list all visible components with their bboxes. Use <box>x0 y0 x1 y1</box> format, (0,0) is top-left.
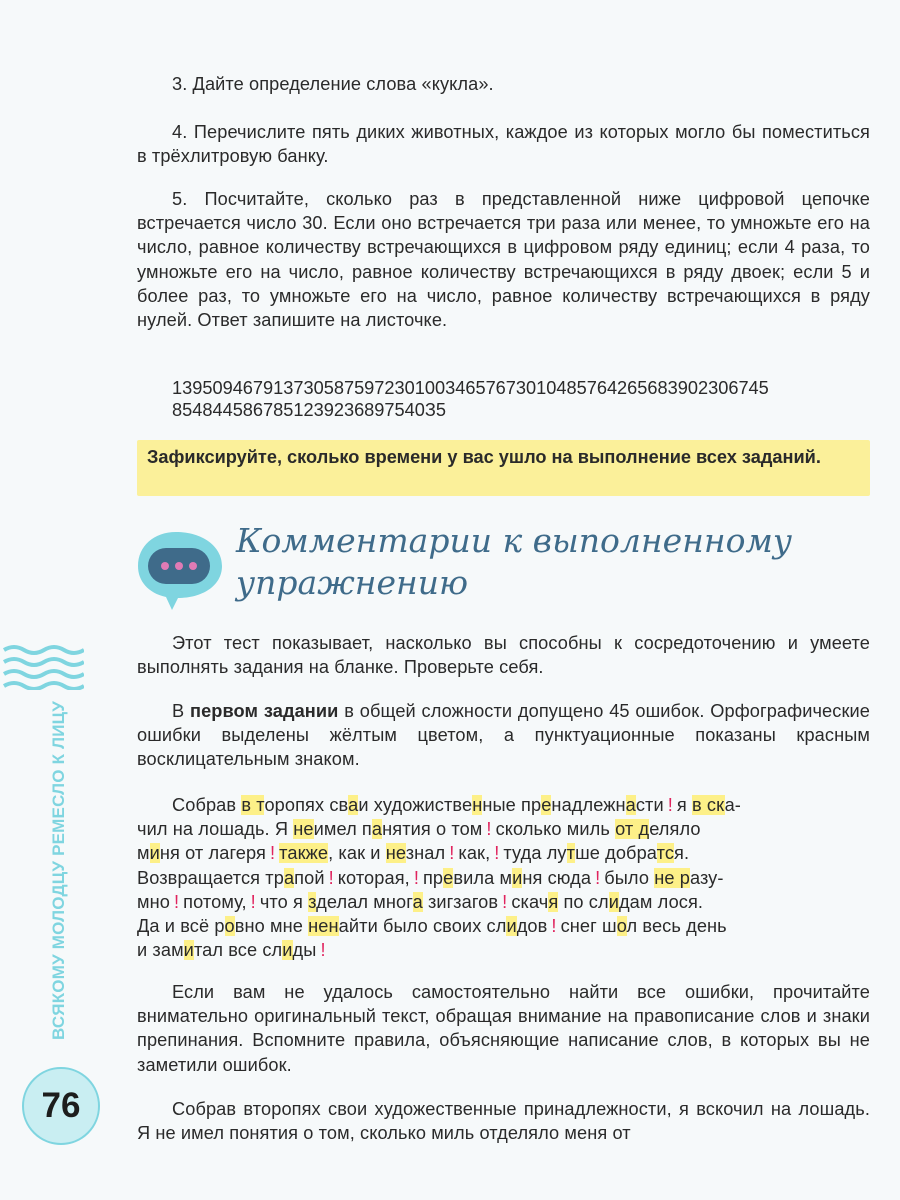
text-fragment: было <box>604 867 655 888</box>
text-fragment: которая, <box>337 867 410 888</box>
error-text-line <box>137 914 870 938</box>
task-5: 5. Посчитайте, сколько раз в представленной ниже цифровой цепочке встречается число 30. Если оно встречается три раза или менее, то умножьте его на число, равное количеству встречающихся в цифровом ряду единиц; если 4 раза, то умножьте его на число, равное количеству встречающихся в ряду двоек; если 5 и более раз, то умножьте его на число, равное количеству встречающихся в ряду нулей. Ответ запишите на листочке. <box>137 189 870 331</box>
text-fragment: что я <box>259 891 309 912</box>
spelling-error-highlight: а <box>412 891 423 912</box>
first-task-paragraph <box>137 699 870 772</box>
text-fragment: еляло <box>649 819 701 840</box>
comments-section-header <box>132 520 832 620</box>
spelling-error-highlight: и <box>183 940 194 961</box>
error-text-line <box>137 866 870 890</box>
punctuation-error-mark: ! <box>269 843 276 864</box>
punctuation-error-mark: ! <box>413 867 419 888</box>
text-fragment: тал все сл <box>193 940 283 961</box>
text-fragment: л весь день <box>626 916 727 937</box>
digit-chain-line-2: 8548445867851239236897540З5 <box>172 400 446 420</box>
text-fragment: сти <box>635 795 664 815</box>
text-fragment: и зам <box>137 940 184 961</box>
text-fragment: делал мног <box>316 891 413 912</box>
punctuation-error-mark: ! <box>595 867 601 888</box>
original-text-paragraph: Собрав второпях свои художественные принадлежности, я вскочил на лошадь. Я не имел понятия о том, сколько миль отделяло меня от <box>137 1099 870 1144</box>
text-fragment: Возвращается тр <box>137 867 284 888</box>
first-post: в общей сложности допущено 45 ошибок. Орфографические ошибки выделены жёлтым цветом, а пунктуационные показаны красным восклицательным знаком. <box>137 701 870 770</box>
text-fragment: айти было своих сл <box>338 916 507 937</box>
text-fragment: дов <box>516 916 548 937</box>
text-fragment: и художи <box>358 795 435 815</box>
first-pre: В <box>172 701 190 721</box>
spelling-error-highlight: нен <box>308 916 339 937</box>
spelling-error-highlight: а <box>348 795 359 815</box>
punctuation-error-mark: ! <box>320 940 326 961</box>
spelling-error-highlight: от д <box>615 819 650 840</box>
page-number-badge <box>22 1067 100 1145</box>
text-fragment: м <box>137 843 150 864</box>
text-fragment: дам лося. <box>618 891 704 912</box>
section-title <box>236 520 792 604</box>
error-text-line <box>137 793 870 817</box>
punctuation-error-mark: ! <box>551 916 557 937</box>
spelling-error-highlight: и <box>506 916 517 937</box>
text-fragment: знал <box>405 843 446 864</box>
error-text-line <box>137 841 870 865</box>
text-fragment: ня от лагеря <box>159 843 266 864</box>
punctuation-error-mark: ! <box>502 891 508 912</box>
text-fragment: потому, <box>183 891 247 912</box>
spelling-error-highlight: з <box>308 891 317 912</box>
text-fragment: сколько миль <box>495 819 616 840</box>
text-fragment: надлежн <box>551 795 626 815</box>
text-fragment: как, <box>458 843 491 864</box>
text-fragment: по сл <box>558 891 609 912</box>
text-fragment: , как и <box>328 843 386 864</box>
spelling-error-highlight: я <box>548 891 559 912</box>
side-label: ВСЯКОМУ МОЛОДЦУ РЕМЕСЛО К ЛИЦУ <box>49 700 68 1040</box>
text-fragment: ня сюда <box>522 867 592 888</box>
spelling-error-highlight: а <box>625 795 636 815</box>
task-4: 4. Перечислите пять диких животных, каждое из которых могло бы поместиться в трёхлитровую банку. <box>137 122 870 167</box>
punctuation-error-mark: ! <box>667 795 673 815</box>
spelling-error-highlight: не <box>293 819 314 840</box>
punctuation-error-mark: ! <box>449 843 455 864</box>
spelling-error-highlight: а <box>283 867 295 888</box>
first-task-bold: первом задании <box>190 701 339 721</box>
spelling-error-highlight: и <box>282 940 293 961</box>
text-fragment: ды <box>292 940 317 961</box>
text-fragment: чил на лошадь. Я <box>137 819 294 840</box>
digit-chain-line-1: 13950946791373058759723010034657673010485764265683902306745 <box>172 378 769 398</box>
error-text-paragraph <box>137 793 870 962</box>
spelling-error-highlight: о <box>616 916 627 937</box>
spelling-error-highlight: и <box>608 891 619 912</box>
text-fragment: скач <box>511 891 549 912</box>
text-fragment: туда лу <box>503 843 567 864</box>
text-fragment: ше добра <box>575 843 657 864</box>
text-fragment: мно <box>137 891 170 912</box>
spelling-error-highlight: также <box>279 843 329 864</box>
spelling-error-highlight: не р <box>654 867 690 888</box>
punctuation-error-mark: ! <box>494 843 500 864</box>
error-text-line <box>137 817 870 841</box>
punctuation-error-mark: ! <box>250 891 256 912</box>
text-fragment: я. <box>674 843 690 864</box>
section-title-line-2: упражнению <box>236 563 469 602</box>
punctuation-error-mark: ! <box>486 819 492 840</box>
spelling-error-highlight: а <box>371 819 383 840</box>
spelling-error-highlight: в т <box>241 795 265 815</box>
waves-decoration-icon <box>2 644 84 690</box>
text-fragment: снег ш <box>560 916 617 937</box>
text-fragment: вно мне <box>234 916 309 937</box>
text-fragment: ные пр <box>482 795 542 815</box>
spelling-error-highlight: тс <box>656 843 675 864</box>
spelling-error-highlight: в ск <box>692 795 725 815</box>
time-notice-box: Зафиксируйте, сколько времени у вас ушло на выполнение всех заданий. <box>137 440 870 496</box>
text-fragment: а- <box>724 795 741 815</box>
spelling-error-highlight: и <box>149 843 160 864</box>
text-fragment: имел п <box>313 819 372 840</box>
text-fragment: нятия о том <box>382 819 483 840</box>
spelling-error-highlight: е <box>443 867 454 888</box>
text-fragment: оропях св <box>264 795 349 815</box>
text-fragment: азу- <box>689 867 724 888</box>
side-label-container <box>44 700 74 1040</box>
error-text-line <box>137 890 870 914</box>
text-fragment: пр <box>422 867 444 888</box>
text-fragment: зигзагов <box>422 891 499 912</box>
punctuation-error-mark: ! <box>173 891 180 912</box>
text-fragment: стве <box>434 795 473 815</box>
text-fragment: Собрав <box>172 795 242 815</box>
spelling-error-highlight: и <box>512 867 523 888</box>
text-fragment: пой <box>294 867 325 888</box>
error-text-line <box>137 938 870 962</box>
text-fragment: вила м <box>453 867 513 888</box>
text-fragment: я <box>676 795 693 815</box>
spelling-error-highlight: н <box>472 795 483 815</box>
if-failed-paragraph: Если вам не удалось самостоятельно найти все ошибки, прочитайте внимательно оригинальный текст, обращая внимание на правописание слов и знаки препинания. Вспомните правила, объясняющие написание слов, в которых вы не заметили ошибок. <box>137 982 870 1075</box>
text-fragment: Да и всё р <box>137 916 225 937</box>
task-3: 3. Дайте определение слова «кукла». <box>172 74 494 94</box>
spelling-error-highlight: е <box>541 795 552 815</box>
intro-paragraph: Этот тест показывает, насколько вы способны к сосредоточению и умеете выполнять задания на бланке. Проверьте себя. <box>137 633 870 678</box>
speech-bubble-icon <box>132 526 228 614</box>
section-title-line-1: Комментарии к выполненному <box>236 521 793 560</box>
punctuation-error-mark: ! <box>328 867 334 888</box>
spelling-error-highlight: т <box>566 843 576 864</box>
page-number: 76 <box>41 1086 81 1125</box>
digit-chain <box>172 377 872 421</box>
spelling-error-highlight: о <box>224 916 235 937</box>
spelling-error-highlight: не <box>385 843 406 864</box>
